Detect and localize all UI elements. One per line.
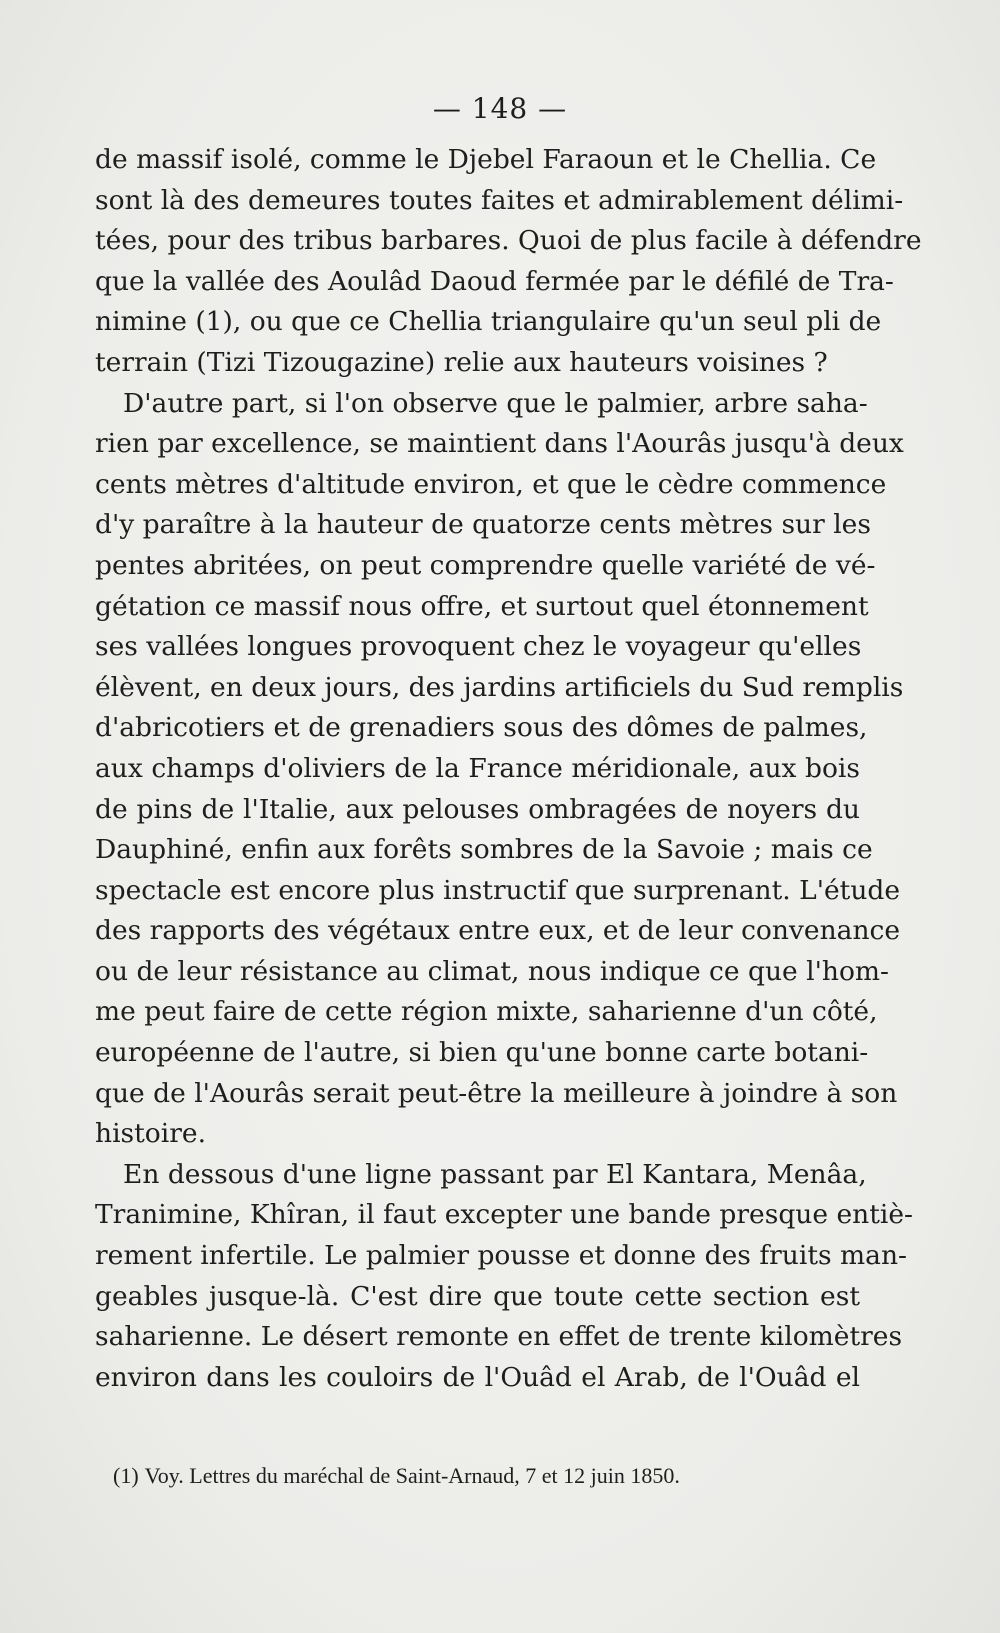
text-line: spectacle est encore plus instructif que surprenant. L'étude: [95, 874, 901, 906]
footnote-mark: (1): [113, 1463, 139, 1488]
text-line: aux champs d'oliviers de la France méridionale, aux bois: [95, 752, 860, 784]
text-line: élèvent, en deux jours, des jardins artificiels du Sud remplis: [95, 671, 904, 703]
text-line: de pins de l'Italie, aux pelouses ombragées de noyers du: [95, 793, 860, 825]
text-line: Tranimine, Khîran, il faut excepter une bande presque entiè-: [95, 1199, 913, 1231]
text-line: pentes abritées, on peut comprendre quelle variété de vé-: [95, 549, 876, 581]
text-line: gétation ce massif nous offre, et surtout quel étonnement: [95, 590, 869, 622]
text-line: rien par excellence, se maintient dans l'Aourâs jusqu'à deux: [95, 428, 904, 460]
text-line: tées, pour des tribus barbares. Quoi de plus facile à défendre: [95, 225, 922, 257]
text-line: sont là des demeures toutes faites et admirablement délimi-: [95, 184, 904, 216]
body-text: [95, 140, 922, 1398]
text-line: de massif isolé, comme le Djebel Faraoun et le Chellia. Ce: [95, 144, 877, 175]
text-line: saharienne. Le désert remonte en effet de trente kilomètres: [95, 1321, 903, 1353]
text-line: des rapports des végétaux entre eux, et de leur convenance: [95, 915, 901, 947]
footnote: [113, 1463, 680, 1489]
text-line: En dessous d'une ligne passant par El Kantara, Menâa,: [123, 1158, 867, 1190]
text-line: que de l'Aourâs serait peut-être la meilleure à joindre à son: [95, 1077, 898, 1109]
text-line: cents mètres d'altitude environ, et que le cèdre commence: [95, 468, 887, 500]
text-line: D'autre part, si l'on observe que le palmier, arbre saha-: [123, 387, 868, 419]
text-line: environ dans les couloirs de l'Ouâd el Arab, de l'Ouâd el: [95, 1361, 860, 1393]
text-line: ou de leur résistance au climat, nous indique ce que l'hom-: [95, 955, 890, 987]
text-line: d'y paraître à la hauteur de quatorze cents mètres sur les: [95, 509, 871, 541]
text-line: terrain (Tizi Tizougazine) relie aux hauteurs voisines ?: [95, 346, 828, 378]
footnote-text: Voy. Lettres du maréchal de Saint-Arnaud, 7 et 12 juin 1850.: [144, 1463, 680, 1488]
text-line: histoire.: [95, 1118, 206, 1150]
text-line: Dauphiné, enfin aux forêts sombres de la Savoie ; mais ce: [95, 834, 873, 866]
text-line: que la vallée des Aoulâd Daoud fermée par le défilé de Tra-: [95, 265, 894, 297]
text-line: geables jusque-là. C'est dire que toute cette section est: [95, 1280, 860, 1312]
text-line: d'abricotiers et de grenadiers sous des dômes de palmes,: [95, 712, 868, 744]
page-number: — 148 —: [432, 92, 568, 125]
text-line: européenne de l'autre, si bien qu'une bonne carte botani-: [95, 1037, 869, 1069]
text-line: nimine (1), ou que ce Chellia triangulaire qu'un seul pli de: [95, 306, 882, 338]
text-line: rement infertile. Le palmier pousse et donne des fruits man-: [95, 1240, 907, 1272]
text-line: ses vallées longues provoquent chez le voyageur qu'elles: [95, 631, 862, 663]
text-line: me peut faire de cette région mixte, saharienne d'un côté,: [95, 996, 878, 1028]
